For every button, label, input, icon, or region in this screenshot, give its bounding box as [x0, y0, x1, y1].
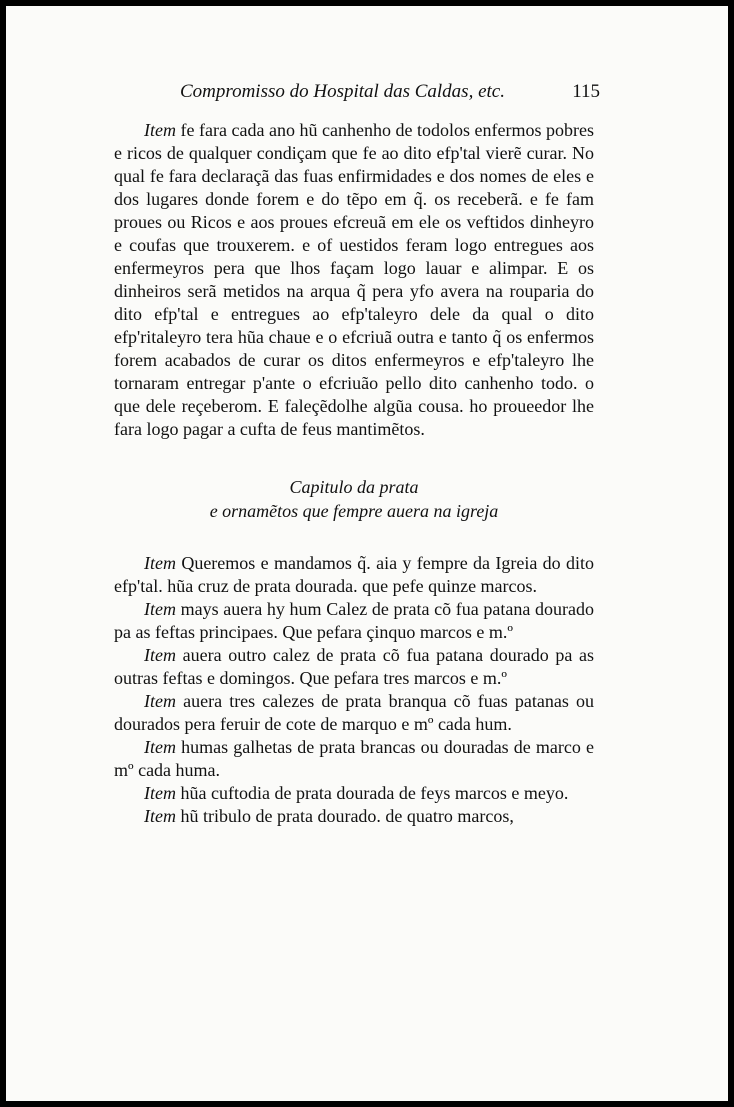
item-label: Item	[144, 783, 176, 803]
item-paragraph	[114, 805, 594, 828]
item-paragraph	[114, 736, 594, 782]
paragraph-text: fe fara cada ano hũ canhenho de todolos enfermos pobres e ricos de qualquer condiçam que fe ao dito efp'tal vierẽ curar. No qual fe fara declaraçã das fuas enfirmidades e dos nomes de eles e dos lugares donde forem e do tẽpo em q̃. os receberã. e fe fam proues ou Ricos e aos proues efcreuã em ele os veftidos dinheyro e coufas que trouxerem. e of uestidos feram logo entregues aos enfermeyros pera que lhos façam logo lauar e alimpar. E os dinheiros serã metidos na arqua q̃ pera yfo avera na rouparia do dito efp'tal e entregues ao efp'taleyro dele da qual o dito efp'ritaleyro tera hũa chaue e o efcriuã outra e tanto q̃ os enfermos forem acabados de curar os ditos enfermeyros e efp'taleyro lhe tornaram entregar p'ante o efcriuão pello dito canhenho todo. o que dele reçeberom. E faleçẽdolhe algũa cousa. ho proueedor lhe fara logo pagar a cufta de feus mantimẽtos.	[114, 120, 594, 439]
item-paragraph	[114, 552, 594, 598]
item-label: Item	[144, 691, 176, 711]
paragraph-item-intro	[114, 119, 594, 441]
item-text: hũ tribulo de prata dourado. de quatro marcos,	[175, 806, 514, 826]
item-label: Item	[144, 645, 176, 665]
item-label: Item	[144, 737, 176, 757]
item-paragraph	[114, 782, 594, 805]
running-title: Compromisso do Hospital das Caldas, etc.	[180, 81, 505, 102]
item-text: auera tres calezes de prata branqua cõ fuas patanas ou dourados pera feruir de cote de marquo e mº cada hum.	[114, 691, 594, 734]
item-text: Queremos e mandamos q̃. aia y fempre da Igreia do dito efp'tal. hũa cruz de prata dourada. que pefe quinze marcos.	[114, 553, 594, 596]
scanned-page	[6, 6, 728, 1101]
text-body	[114, 119, 594, 828]
item-text: auera outro calez de prata cõ fua patana dourado pa as outras feftas e domingos. Que pefara tres marcos e m.º	[114, 645, 594, 688]
item-text: humas galhetas de prata brancas ou douradas de marco e mº cada huma.	[114, 737, 594, 780]
item-text: hũa cuftodia de prata dourada de feys marcos e meyo.	[175, 783, 569, 803]
item-paragraph	[114, 598, 594, 644]
chapter-heading-line1: Capitulo da prata	[289, 477, 419, 497]
item-label: Item	[144, 120, 176, 140]
chapter-heading-line2: e ornamẽtos que fempre auera na igreja	[209, 501, 499, 521]
item-label: Item	[144, 553, 176, 573]
page-number: 115	[572, 81, 600, 102]
item-text: mays auera hy hum Calez de prata cõ fua patana dourado pa as feftas principaes. Que pefara çinquo marcos e m.º	[114, 599, 594, 642]
item-paragraph	[114, 690, 594, 736]
item-label: Item	[144, 806, 176, 826]
item-label: Item	[144, 599, 176, 619]
item-paragraph	[114, 644, 594, 690]
